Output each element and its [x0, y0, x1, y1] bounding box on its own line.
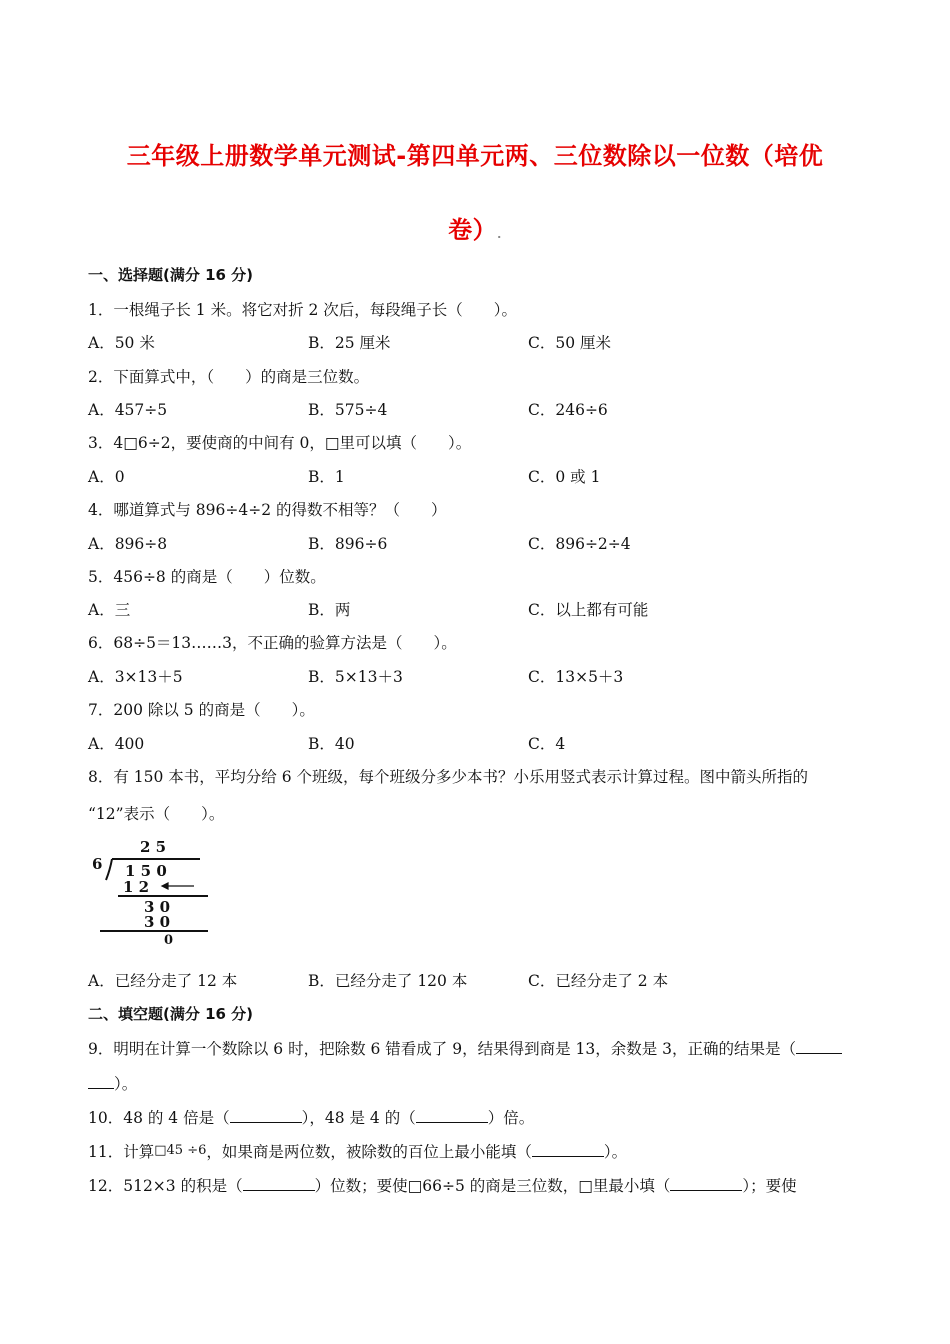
- section-heading-fill: 二、填空题(满分 16 分): [88, 1005, 254, 1023]
- ld-quotient: 2 5: [140, 838, 167, 856]
- question-9: 9．明明在计算一个数除以 6 时，把除数 6 错看成了 9，结果得到商是 13，余数是 3，正确的结果是（: [88, 1037, 842, 1059]
- q3-option-b: B．1: [308, 468, 345, 486]
- q1-option-c: C．50 厘米: [528, 334, 612, 352]
- q3-option-c: C．0 或 1: [528, 468, 601, 486]
- q7-option-a: A．400: [88, 735, 145, 753]
- ld-step2b: 3 0: [144, 913, 171, 931]
- question-9-cont: ）。: [88, 1072, 137, 1094]
- q2-option-b: B．575÷4: [308, 401, 388, 419]
- question-7: 7．200 除以 5 的商是（ ）。: [88, 701, 315, 719]
- q6-option-a: A．3×13＋5: [88, 668, 183, 686]
- q5-option-b: B．两: [308, 601, 351, 619]
- q12-blank-a[interactable]: [243, 1176, 315, 1191]
- question-1: 1．一根绳子长 1 米。将它对折 2 次后，每段绳子长（ ）。: [88, 301, 518, 319]
- q5-option-c: C．以上都有可能: [528, 601, 649, 619]
- long-division-figure: [90, 838, 220, 953]
- question-8: 8．有 150 本书，平均分给 6 个班级，每个班级分多少本书？小乐用竖式表示计算过程。图中箭头所指的: [88, 768, 809, 786]
- q8-option-a: A．已经分走了 12 本: [88, 972, 238, 990]
- question-12: 12．512×3 的积是（ ）位数；要使□66÷5 的商是三位数，□里最小填（ ）；要使: [88, 1177, 797, 1195]
- q4-option-b: B．896÷6: [308, 535, 388, 553]
- q8-option-b: B．已经分走了 120 本: [308, 972, 468, 990]
- q4-option-c: C．896÷2÷4: [528, 535, 631, 553]
- q6-option-b: B．5×13＋3: [308, 668, 403, 686]
- ld-bracket-curve: [106, 859, 112, 880]
- question-2: 2．下面算式中，（ ）的商是三位数。: [88, 368, 370, 386]
- question-8-cont: “12”表示（ ）。: [88, 805, 225, 823]
- section-heading-choice: 一、选择题(满分 16 分): [88, 266, 254, 284]
- q10-blank-b[interactable]: [416, 1108, 488, 1123]
- ld-dividend: 1 5 0: [125, 862, 167, 880]
- q2-option-c: C．246÷6: [528, 401, 608, 419]
- ld-step1: 1 2: [123, 878, 150, 896]
- q7-option-b: B．40: [308, 735, 355, 753]
- q8-option-c: C．已经分走了 2 本: [528, 972, 669, 990]
- question-5: 5．456÷8 的商是（ ）位数。: [88, 568, 326, 586]
- question-3: 3．4□6÷2，要使商的中间有 0，□里可以填（ ）。: [88, 434, 472, 452]
- q9-blank-a[interactable]: [796, 1039, 842, 1054]
- question-4: 4．哪道算式与 896÷4÷2 的得数不相等？（ ）: [88, 501, 447, 519]
- q4-option-a: A．896÷8: [88, 535, 168, 553]
- page-title-line2: 卷）.: [448, 216, 502, 244]
- q3-option-a: A．0: [88, 468, 125, 486]
- q11-expression: □45 ÷6: [154, 1143, 207, 1158]
- ld-remainder: 0: [164, 933, 174, 948]
- ld-step2a: 3 0: [144, 898, 171, 916]
- ld-arrow: [162, 883, 194, 889]
- q11-blank[interactable]: [532, 1142, 604, 1157]
- page-title-line1: 三年级上册数学单元测试-第四单元两、三位数除以一位数（培优: [126, 142, 824, 170]
- q5-option-a: A．三: [88, 601, 131, 619]
- question-11: 11．计算□45 ÷6，如果商是两位数，被除数的百位上最小能填（ ）。: [88, 1143, 628, 1161]
- q1-option-b: B．25 厘米: [308, 334, 391, 352]
- q12-blank-b[interactable]: [670, 1176, 742, 1191]
- q1-option-a: A．50 米: [88, 334, 155, 352]
- q9-blank-b[interactable]: [88, 1074, 114, 1089]
- q6-option-c: C．13×5＋3: [528, 668, 624, 686]
- ld-divisor: 6: [92, 855, 103, 873]
- question-10: 10．48 的 4 倍是（ ），48 是 4 的（ ）倍。: [88, 1109, 535, 1127]
- q2-option-a: A．457÷5: [88, 401, 168, 419]
- q10-blank-a[interactable]: [230, 1108, 302, 1123]
- question-6: 6．68÷5＝13……3，不正确的验算方法是（ ）。: [88, 634, 457, 652]
- q7-option-c: C．4: [528, 735, 566, 753]
